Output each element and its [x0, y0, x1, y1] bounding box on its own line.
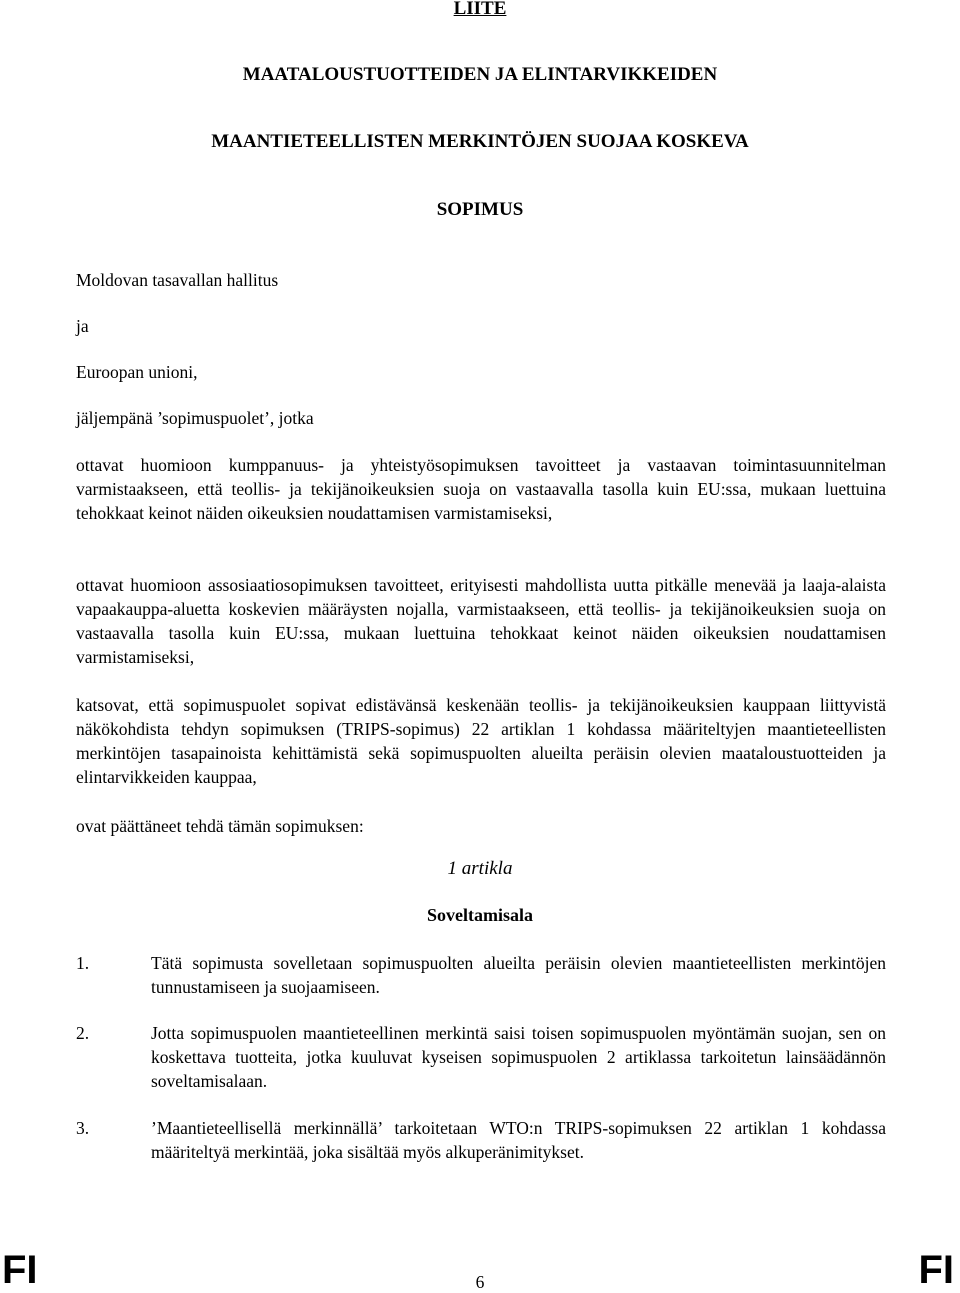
recital-1: ottavat huomioon kumppanuus- ja yhteistyösopimuksen tavoitteet ja vastaavan toimintasuunnitelman varmistaakseen, että teollis- ja tekijänoikeuksien suoja on vastaavalla tasolla kuin EU:ssa, mukaan luettuina tehokkaat keinot näiden oikeuksien noudattamisen varmistamiseksi,	[76, 455, 886, 523]
party-1: Moldovan tasavallan hallitus	[76, 270, 279, 290]
title-line-2: MAANTIETEELLISTEN MERKINTÖJEN SUOJAA KOSKEVA	[211, 131, 749, 152]
recital-3: katsovat, että sopimuspuolet sopivat edistävänsä keskenään teollis- ja tekijänoikeuksien kauppaan liittyvistä näkökohdista tehdyn sopimuksen (TRIPS-sopimus) 22 artiklan 1 kohdassa määriteltyjen maantieteellisten merkintöjen tasapainoista kehittämistä sekä sopimuspuolten alueilta peräisin olevien maataloustuotteiden ja elintarvikkeiden kauppaa,	[76, 695, 886, 787]
article-title: Soveltamisala	[427, 905, 533, 925]
title-line-3: SOPIMUS	[436, 199, 524, 220]
item-number-1: 1.	[76, 953, 90, 973]
item-number-3: 3.	[76, 1118, 90, 1138]
conjunction: ja	[76, 316, 89, 336]
language-code-left: FI	[2, 1248, 38, 1292]
article-number: 1 artikla	[447, 858, 513, 879]
item-number-2: 2.	[76, 1023, 90, 1043]
recital-2: ottavat huomioon assosiaatiosopimuksen tavoitteet, erityisesti mahdollista uutta pitkälle menevää ja laaja-alaista vapaakauppa-aluetta koskevien määräysten nojalla, varmistaakseen, että teollis- ja tekijänoikeuksien suoja on vastaavalla tasolla kuin EU:ssa, mukaan luettuina tehokkaat keinot näiden oikeuksien noudattamisen varmistamiseksi,	[76, 575, 886, 667]
page-number: 6	[475, 1272, 485, 1292]
item-text-3: ’Maantieteellisellä merkinnällä’ tarkoitetaan WTO:n TRIPS-sopimuksen 22 artiklan 1 kohdassa määriteltyä merkintää, joka sisältää myös alkuperänimitykset.	[151, 1118, 886, 1162]
concluded-statement: ovat päättäneet tehdä tämän sopimuksen:	[76, 816, 364, 836]
title-line-1: MAATALOUSTUOTTEIDEN JA ELINTARVIKKEIDEN	[242, 64, 718, 85]
item-text-1: Tätä sopimusta sovelletaan sopimuspuolten alueilta peräisin olevien maantieteellisten merkintöjen tunnustamiseen ja suojaamiseen.	[151, 953, 886, 997]
item-text-2: Jotta sopimuspuolen maantieteellinen merkintä saisi toisen sopimuspuolen myöntämän suojan, sen on koskettava tuotteita, jotka kuuluvat kyseisen sopimuspuolen 2 artiklassa tarkoitetun lainsäädännön soveltamisalaan.	[151, 1023, 886, 1091]
annex-label: LIITE	[453, 0, 507, 19]
party-2: Euroopan unioni,	[76, 362, 198, 382]
parties-referred-as: jäljempänä ’sopimuspuolet’, jotka	[76, 408, 314, 428]
language-code-right: FI	[918, 1248, 954, 1292]
